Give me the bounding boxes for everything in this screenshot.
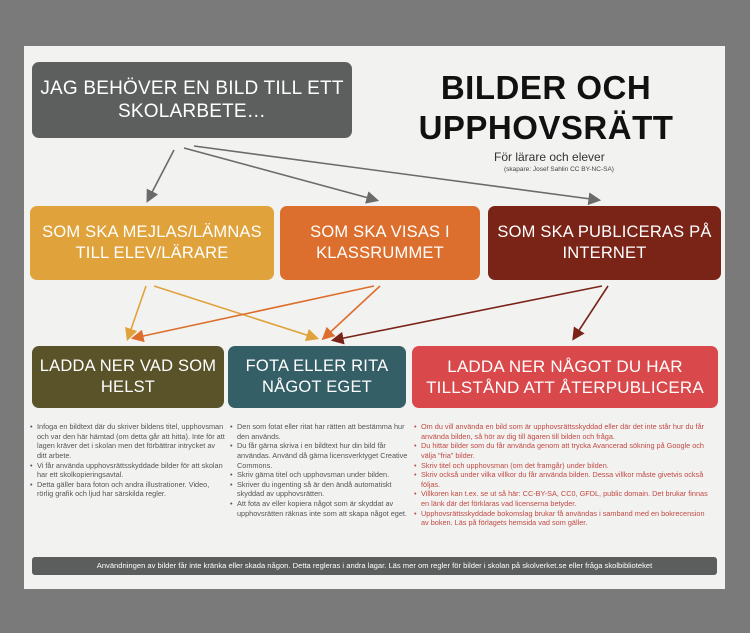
column-photo-draw (230, 422, 408, 518)
download-any-box: LADDA NER VAD SOM HELST (32, 346, 224, 408)
infographic-sheet (24, 46, 725, 589)
list-item: • Upphovsrättsskyddade bokomslag brukar få användas i samband med en bokrecension av boken. Läs på förlagets hemsida vad som gäller. (414, 509, 714, 528)
title-line-1: BILDER OCH (440, 69, 652, 106)
arrow-internet-to-own (334, 286, 602, 340)
list-item: • Att fota av eller kopiera något som är skyddat av upphovsrätten räknas inte som att skapa något eget. (230, 499, 408, 518)
arrow-classroom-to-own (324, 286, 380, 338)
title-line-2: UPPHOVSRÄTT (418, 109, 674, 147)
arrow-start-to-classroom (184, 148, 376, 200)
list-item: • Du hittar bilder som du får använda genom att trycka Avancerad sökning på Google och välja "fria" bilder. (414, 441, 714, 460)
arrow-internet-to-permitted (574, 286, 608, 338)
footer-banner: Användningen av bilder får inte kränka eller skada någon. Detta regleras i andra lagar. Läs mer om regler för bilder i skolan på skolverket.se eller fråga skolbiblioteket (32, 557, 717, 575)
list-item: • Du får gärna skriva i en bildtext hur din bild får användas. Använd då gärna licensverktyget Creative Commons. (230, 441, 408, 470)
list-item: • Infoga en bildtext där du skriver bildens titel, upphovsman och var den här hämtad (om detta går att hitta). Inte för att lagen kräver det i skolan men det förbättrar intrycket av ditt arbete. (30, 422, 226, 461)
list-item: • Detta gäller bara foton och andra illustrationer. Video, rörlig grafik och ljud har särskilda regler. (30, 480, 226, 499)
arrow-start-to-internet (194, 146, 598, 200)
arrow-start-to-email (148, 150, 174, 200)
internet-box: SOM SKA PUBLICERAS PÅ INTERNET (488, 206, 721, 280)
column-download-permitted (414, 422, 714, 528)
credit-line: (skapare: Josef Sahlin CC BY-NC-SA) (504, 166, 614, 173)
list-item: • Om du vill använda en bild som är upphovsrättsskyddad eller där det inte står hur du får använda bilden, så hör av dig till ägaren till bilden och fråga. (414, 422, 714, 441)
list-item: • Skriver du ingenting så är den ändå automatiskt skyddad av upphovsrätten. (230, 480, 408, 499)
arrow-classroom-to-any (134, 286, 374, 338)
list-item: • Skriv titel och upphovsman (om det framgår) under bilden. (414, 461, 714, 471)
list-item: • Villkoren kan t.ex. se ut så här: CC-BY-SA, CC0, GFDL, public domain. Det brukar finnas en länk där det förklaras vad licenserna betyder. (414, 489, 714, 508)
start-box: JAG BEHÖVER EN BILD TILL ETT SKOLARBETE… (32, 62, 352, 138)
arrow-email-to-any (128, 286, 146, 338)
arrow-email-to-own (154, 286, 316, 338)
list-item: • Vi får använda upphovsrättsskyddade bilder för att skolan har ett skolkopieringsavtal. (30, 461, 226, 480)
list-item: • Skriv också under vilka villkor du får använda bilden. Dessa villkor måste givetvis också följas. (414, 470, 714, 489)
download-permitted-box: LADDA NER NÅGOT DU HAR TILLSTÅND ATT ÅTERPUBLICERA (412, 346, 718, 408)
column-download-any (30, 422, 226, 499)
photo-draw-box: FOTA ELLER RITA NÅGOT EGET (228, 346, 406, 408)
classroom-box: SOM SKA VISAS I KLASSRUMMET (280, 206, 480, 280)
list-item: • Skriv gärna titel och upphovsman under bilden. (230, 470, 408, 480)
page-subtitle: För lärare och elever (494, 150, 605, 164)
email-box: SOM SKA MEJLAS/LÄMNAS TILL ELEV/LÄRARE (30, 206, 274, 280)
list-item: • Den som fotat eller ritat har rätten att bestämma hur den används. (230, 422, 408, 441)
